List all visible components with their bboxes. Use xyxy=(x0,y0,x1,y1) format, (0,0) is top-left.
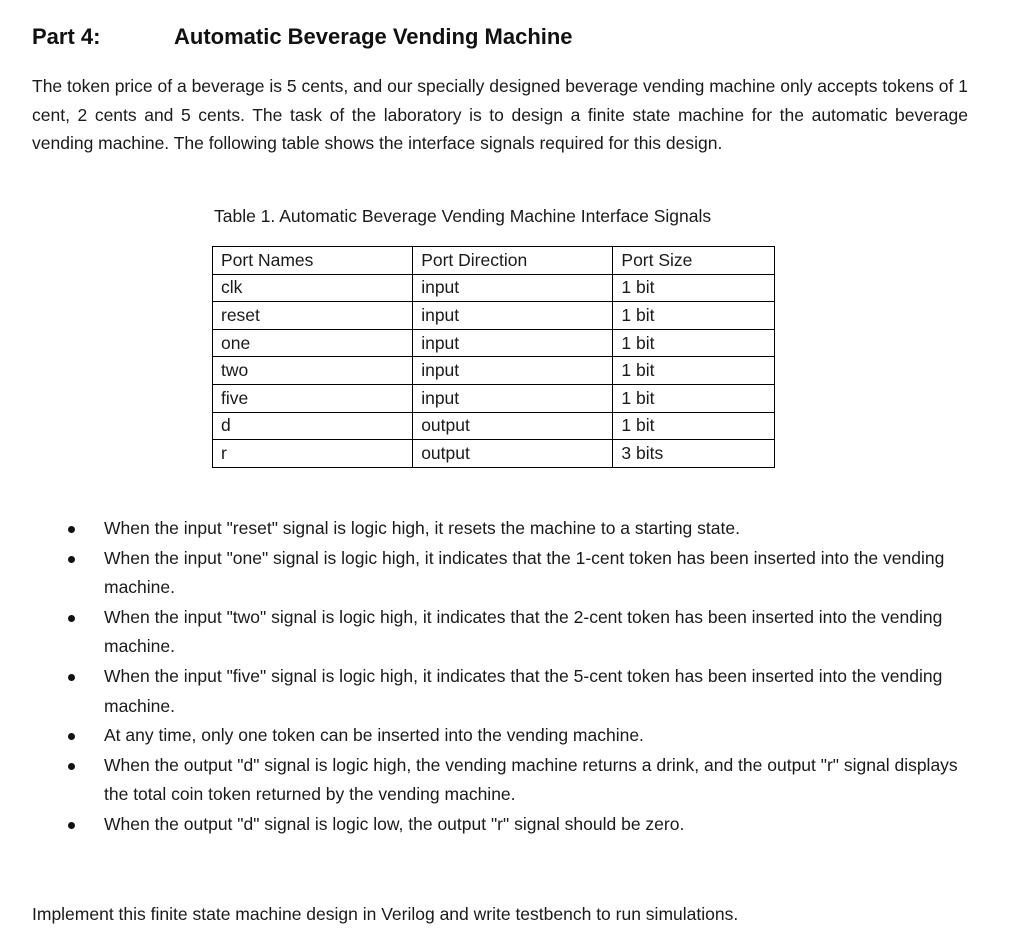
bullet-icon xyxy=(68,526,75,533)
port-direction-cell: input xyxy=(413,274,613,302)
header-port-direction: Port Direction xyxy=(413,247,613,275)
port-size-cell: 3 bits xyxy=(613,440,775,468)
port-direction-cell: input xyxy=(413,357,613,385)
list-item xyxy=(0,810,968,840)
table-caption: Table 1. Automatic Beverage Vending Machine Interface Signals xyxy=(214,206,712,226)
table-row xyxy=(213,440,775,468)
port-direction-cell: input xyxy=(413,302,613,330)
table-header-row xyxy=(213,247,775,275)
port-size-cell: 1 bit xyxy=(613,384,775,412)
port-direction-cell: output xyxy=(413,440,613,468)
part-label: Part 4: xyxy=(32,24,101,49)
port-direction-cell: input xyxy=(413,384,613,412)
requirements-list xyxy=(0,514,968,840)
port-size-cell: 1 bit xyxy=(613,274,775,302)
list-item xyxy=(0,662,968,721)
port-size-cell: 1 bit xyxy=(613,412,775,440)
closing-instruction: Implement this finite state machine design in Verilog and write testbench to run simulations. xyxy=(32,904,739,924)
bullet-icon xyxy=(68,733,75,740)
port-name-cell: clk xyxy=(213,274,413,302)
port-size-cell: 1 bit xyxy=(613,357,775,385)
list-item-text: When the input "reset" signal is logic high, it resets the machine to a starting state. xyxy=(104,518,740,538)
table-row xyxy=(213,302,775,330)
port-name-cell: reset xyxy=(213,302,413,330)
list-item xyxy=(0,514,968,544)
intro-paragraph: The token price of a beverage is 5 cents, and our specially designed beverage vending machine only accepts tokens of 1 cent, 2 cents and 5 cents. The task of the laboratory is to design a finite state machine for the automatic beverage vending machine. The following table shows the interface signals required for this design. xyxy=(32,76,968,154)
port-name-cell: d xyxy=(213,412,413,440)
bullet-icon xyxy=(68,763,75,770)
interface-signals-table xyxy=(212,246,775,468)
section-title: Automatic Beverage Vending Machine xyxy=(174,24,573,49)
port-size-cell: 1 bit xyxy=(613,302,775,330)
port-direction-cell: input xyxy=(413,329,613,357)
list-item xyxy=(0,544,968,603)
bullet-icon xyxy=(68,674,75,681)
list-item-text: When the input "two" signal is logic high, it indicates that the 2-cent token has been inserted into the vending machine. xyxy=(104,606,943,657)
table-row xyxy=(213,412,775,440)
section-heading xyxy=(32,20,573,54)
port-size-cell: 1 bit xyxy=(613,329,775,357)
list-item xyxy=(0,603,968,662)
table-row xyxy=(213,329,775,357)
list-item-text: At any time, only one token can be inserted into the vending machine. xyxy=(104,725,644,746)
bullet-icon xyxy=(68,556,75,563)
bullet-icon xyxy=(68,615,75,622)
header-port-size: Port Size xyxy=(613,247,775,275)
port-name-cell: five xyxy=(213,384,413,412)
port-name-cell: one xyxy=(213,329,413,357)
list-item-text: When the output "d" signal is logic high, the vending machine returns a drink, and the output "r" signal displays the total coin token returned by the vending machine. xyxy=(104,754,958,805)
list-item xyxy=(0,751,968,810)
header-port-names: Port Names xyxy=(213,247,413,275)
port-name-cell: r xyxy=(213,440,413,468)
port-direction-cell: output xyxy=(413,412,613,440)
list-item-text: When the input "five" signal is logic high, it indicates that the 5-cent token has been inserted into the vending machine. xyxy=(104,665,943,716)
list-item xyxy=(0,721,968,751)
bullet-icon xyxy=(68,822,75,829)
port-name-cell: two xyxy=(213,357,413,385)
list-item-text: When the output "d" signal is logic low, the output "r" signal should be zero. xyxy=(104,813,685,834)
list-item-text: When the input "one" signal is logic high, it indicates that the 1-cent token has been inserted into the vending machine. xyxy=(104,547,945,598)
table-row xyxy=(213,274,775,302)
table-row xyxy=(213,384,775,412)
table-row xyxy=(213,357,775,385)
